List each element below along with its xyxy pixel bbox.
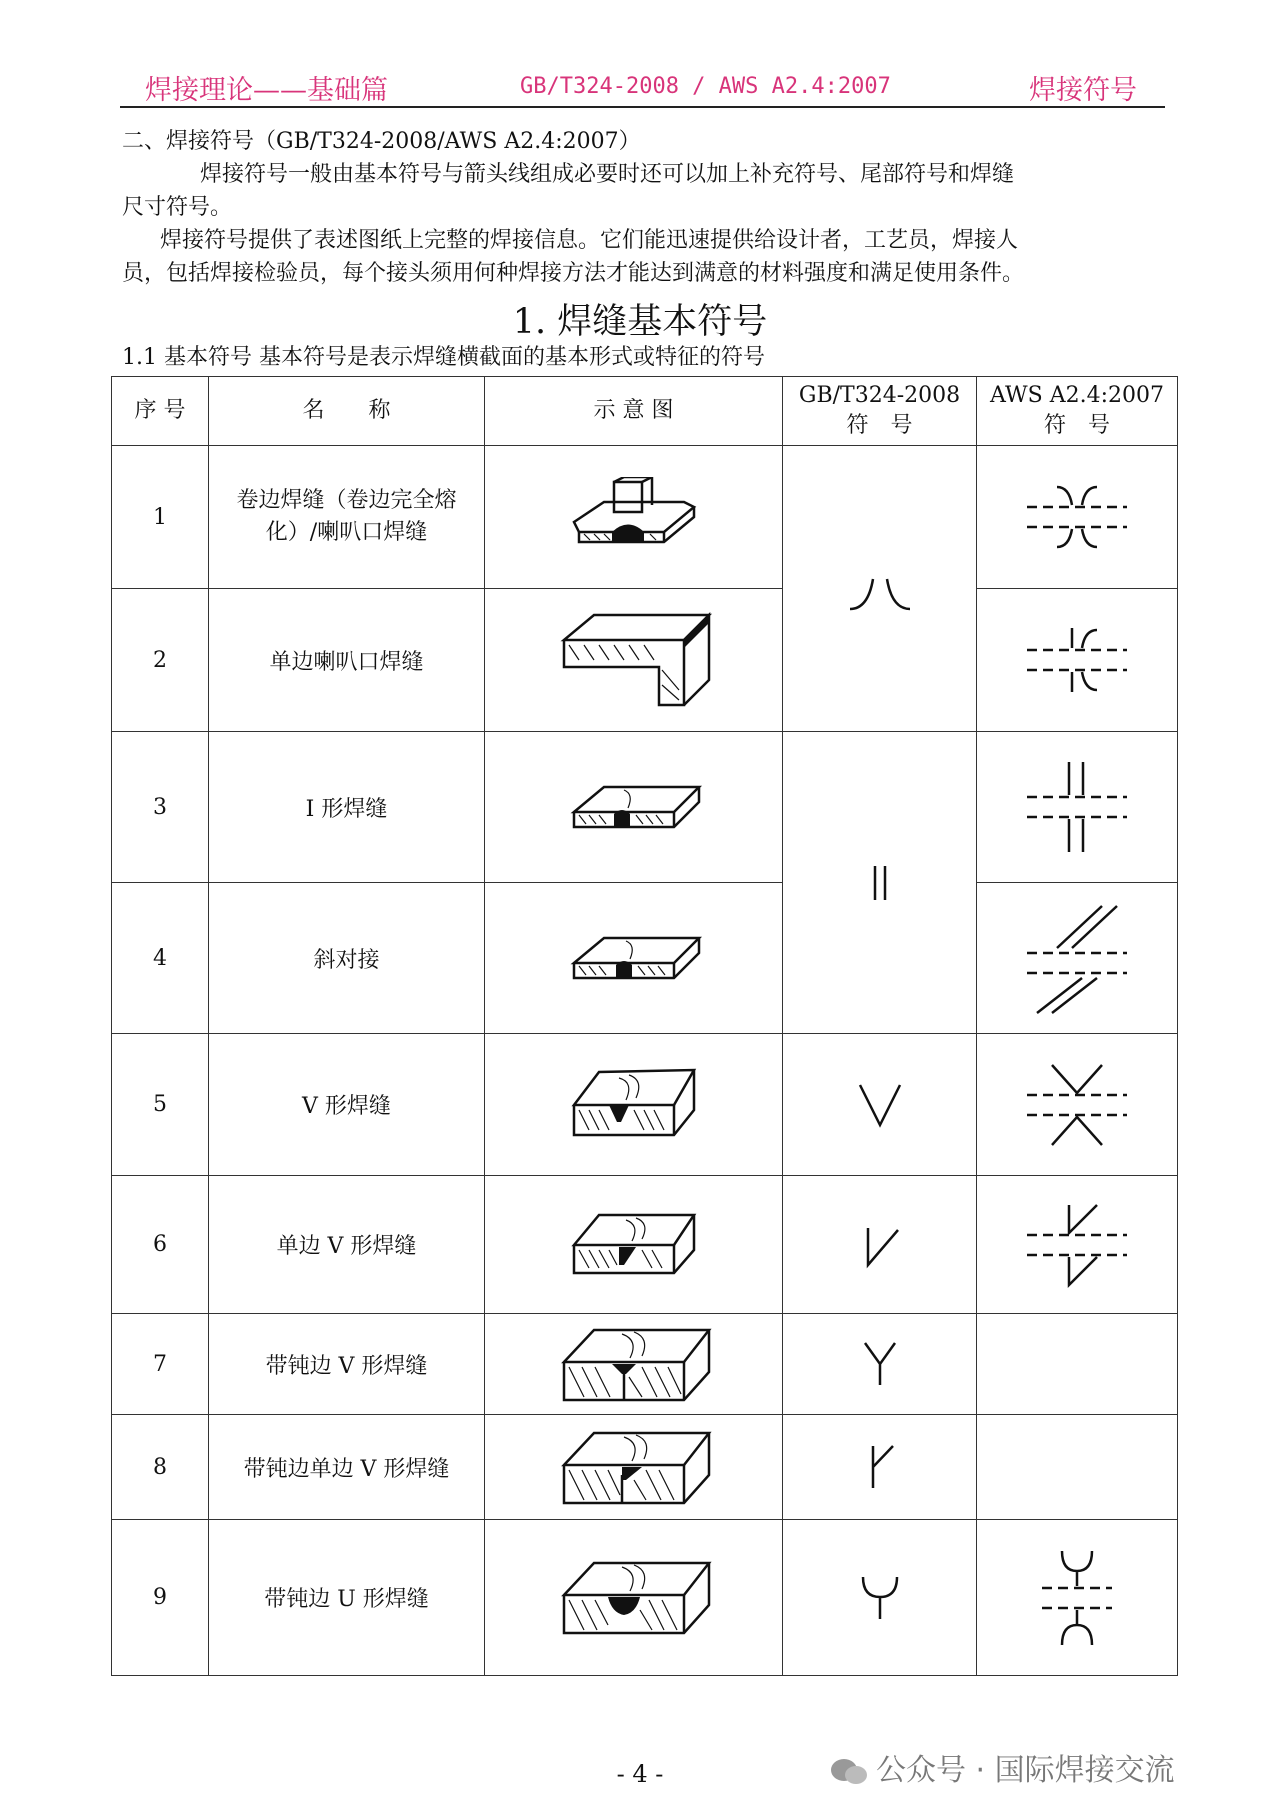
v-groove-weld-diagram bbox=[485, 1034, 783, 1176]
header-left-title: 焊接理论——基础篇 bbox=[145, 75, 388, 106]
y-groove-icon bbox=[783, 1314, 977, 1415]
row-number: 7 bbox=[112, 1314, 209, 1415]
intro-p2-line2: 员，包括焊接检验员，每个接头须用何种焊接方法才能达到满意的材料强度和满足使用条件。 bbox=[122, 261, 1025, 286]
row-number: 4 bbox=[112, 883, 209, 1034]
header-no: 序 号 bbox=[112, 377, 209, 446]
table-row bbox=[112, 1520, 1178, 1676]
row-name: 带钝边 U 形焊缝 bbox=[209, 1520, 485, 1676]
row-number: 5 bbox=[112, 1034, 209, 1176]
single-flare-weld-diagram bbox=[485, 589, 783, 732]
intro-heading: 二、焊接符号（GB/T324-2008/AWS A2.4:2007） bbox=[122, 129, 641, 154]
aws-empty-cell bbox=[977, 1415, 1178, 1520]
header-gb-symbol: GB/T324-2008 符 号 bbox=[783, 377, 977, 446]
page-number: - 4 - bbox=[616, 1760, 664, 1788]
table-row bbox=[112, 1415, 1178, 1520]
weld-symbol-table bbox=[111, 376, 1178, 1676]
row-number: 3 bbox=[112, 732, 209, 883]
subsection-title: 1.1 基本符号 基本符号是表示焊缝横截面的基本形式或特征的符号 bbox=[122, 345, 765, 370]
row-number: 1 bbox=[112, 446, 209, 589]
table-row bbox=[112, 1176, 1178, 1314]
aws-flare-bevel-icon bbox=[977, 589, 1178, 732]
row-number: 8 bbox=[112, 1415, 209, 1520]
flare-symbol-icon bbox=[783, 446, 977, 732]
row-number: 2 bbox=[112, 589, 209, 732]
table-row bbox=[112, 589, 1178, 732]
header-diagram: 示 意 图 bbox=[485, 377, 783, 446]
table-row bbox=[112, 1034, 1178, 1176]
watermark-text: 公众号 · 国际焊接交流 bbox=[876, 1753, 1175, 1788]
header-name: 名 称 bbox=[209, 377, 485, 446]
row-name: 单边 V 形焊缝 bbox=[209, 1176, 485, 1314]
half-y-groove-icon bbox=[783, 1415, 977, 1520]
aws-empty-cell bbox=[977, 1314, 1178, 1415]
bevel-with-root-face-diagram bbox=[485, 1415, 783, 1520]
section-title: 1. 焊缝基本符号 bbox=[512, 302, 768, 342]
aws-bevel-groove-icon bbox=[977, 1176, 1178, 1314]
flare-edge-weld-diagram bbox=[485, 446, 783, 589]
aws-v-groove-icon bbox=[977, 1034, 1178, 1176]
row-name: 带钝边 V 形焊缝 bbox=[209, 1314, 485, 1415]
scarf-joint-diagram bbox=[485, 883, 783, 1034]
row-name: 单边喇叭口焊缝 bbox=[209, 589, 485, 732]
u-groove-weld-diagram bbox=[485, 1520, 783, 1676]
table-row bbox=[112, 883, 1178, 1034]
square-groove-icon bbox=[783, 732, 977, 1034]
intro-p1-line2: 尺寸符号。 bbox=[122, 195, 233, 220]
row-number: 6 bbox=[112, 1176, 209, 1314]
square-groove-weld-diagram bbox=[485, 732, 783, 883]
header-standard: GB/T324-2008 / AWS A2.4:2007 bbox=[520, 74, 891, 99]
u-groove-icon bbox=[783, 1520, 977, 1676]
aws-u-groove-icon bbox=[977, 1520, 1178, 1676]
header-right-title: 焊接符号 bbox=[1029, 75, 1137, 106]
v-groove-icon bbox=[783, 1034, 977, 1176]
row-name: V 形焊缝 bbox=[209, 1034, 485, 1176]
intro-p2-line1: 焊接符号提供了表述图纸上完整的焊接信息。它们能迅速提供给设计者，工艺员，焊接人 bbox=[160, 228, 1019, 253]
table-header-row bbox=[112, 377, 1178, 446]
header-aws-symbol: AWS A2.4:2007 符 号 bbox=[977, 377, 1178, 446]
table-row bbox=[112, 1314, 1178, 1415]
row-name: I 形焊缝 bbox=[209, 732, 485, 883]
watermark bbox=[830, 1745, 1175, 1789]
table-row bbox=[112, 446, 1178, 589]
row-name: 卷边焊缝（卷边完全熔 化）/喇叭口焊缝 bbox=[209, 446, 485, 589]
page-header bbox=[120, 60, 1165, 108]
intro-p1-line1: 焊接符号一般由基本符号与箭头线组成必要时还可以加上补充符号、尾部符号和焊缝 bbox=[200, 162, 1015, 187]
row-name: 带钝边单边 V 形焊缝 bbox=[209, 1415, 485, 1520]
row-name: 斜对接 bbox=[209, 883, 485, 1034]
row-number: 9 bbox=[112, 1520, 209, 1676]
aws-square-groove-icon bbox=[977, 732, 1178, 883]
aws-scarf-icon bbox=[977, 883, 1178, 1034]
bevel-groove-icon bbox=[783, 1176, 977, 1314]
table-row bbox=[112, 732, 1178, 883]
bevel-groove-weld-diagram bbox=[485, 1176, 783, 1314]
v-with-root-face-diagram bbox=[485, 1314, 783, 1415]
wechat-icon bbox=[830, 1757, 868, 1787]
aws-flare-v-icon bbox=[977, 446, 1178, 589]
